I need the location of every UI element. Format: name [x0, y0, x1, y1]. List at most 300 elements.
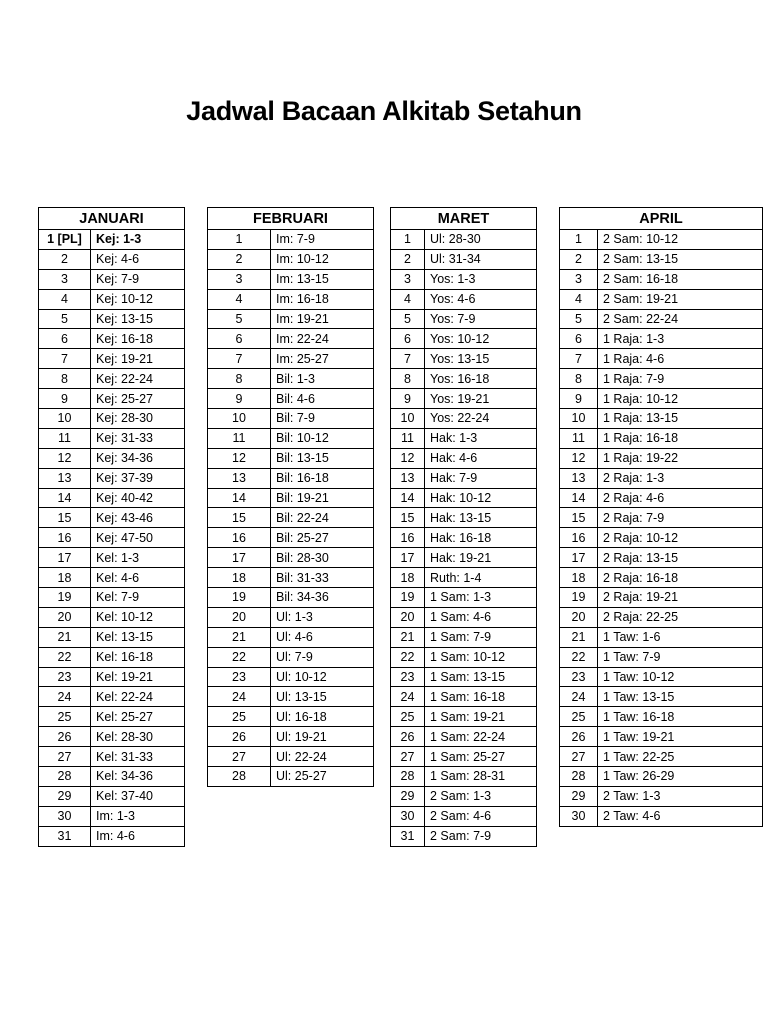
- reading-passage: Ul: 28-30: [425, 230, 537, 250]
- reading-passage: 1 Raja: 4-6: [598, 349, 763, 369]
- reading-passage: 1 Raja: 16-18: [598, 428, 763, 448]
- reading-passage: Kej: 1-3: [91, 230, 185, 250]
- table-row: [391, 747, 537, 767]
- reading-passage: Kej: 10-12: [91, 289, 185, 309]
- reading-passage: 1 Taw: 10-12: [598, 667, 763, 687]
- day-number: 23: [391, 667, 425, 687]
- day-number: 14: [391, 488, 425, 508]
- reading-passage: Hak: 4-6: [425, 448, 537, 468]
- day-number: 25: [560, 707, 598, 727]
- day-number: 24: [391, 687, 425, 707]
- reading-passage: 2 Raja: 1-3: [598, 468, 763, 488]
- table-row: [39, 707, 185, 727]
- table-row: [391, 727, 537, 747]
- reading-passage: Ruth: 1-4: [425, 568, 537, 588]
- day-number: 8: [208, 369, 271, 389]
- day-number: 3: [391, 269, 425, 289]
- day-number: 24: [208, 687, 271, 707]
- day-number: 13: [560, 468, 598, 488]
- table-row: [39, 786, 185, 806]
- table-row: [39, 369, 185, 389]
- day-number: 7: [560, 349, 598, 369]
- table-row: [39, 309, 185, 329]
- table-row: [560, 786, 763, 806]
- table-row: [391, 767, 537, 787]
- day-number: 14: [208, 488, 271, 508]
- reading-passage: Kej: 31-33: [91, 428, 185, 448]
- reading-passage: Yos: 22-24: [425, 409, 537, 429]
- reading-passage: 1 Sam: 25-27: [425, 747, 537, 767]
- day-number: 23: [39, 667, 91, 687]
- table-row: [391, 647, 537, 667]
- day-number: 23: [560, 667, 598, 687]
- table-row: [391, 607, 537, 627]
- reading-passage: Yos: 10-12: [425, 329, 537, 349]
- reading-passage: Ul: 13-15: [271, 687, 374, 707]
- day-number: 16: [39, 528, 91, 548]
- day-number: 3: [560, 269, 598, 289]
- day-number: 18: [560, 568, 598, 588]
- table-row: [560, 349, 763, 369]
- table-row: [208, 627, 374, 647]
- table-row: [560, 568, 763, 588]
- reading-passage: 2 Raja: 4-6: [598, 488, 763, 508]
- reading-passage: Im: 16-18: [271, 289, 374, 309]
- day-number: 6: [208, 329, 271, 349]
- day-number: 16: [560, 528, 598, 548]
- reading-passage: Ul: 19-21: [271, 727, 374, 747]
- day-number: 29: [560, 786, 598, 806]
- table-row: [560, 767, 763, 787]
- reading-passage: Im: 19-21: [271, 309, 374, 329]
- table-row: [39, 249, 185, 269]
- reading-passage: Bil: 31-33: [271, 568, 374, 588]
- table-row: [391, 568, 537, 588]
- reading-passage: 2 Taw: 1-3: [598, 786, 763, 806]
- table-row: [391, 230, 537, 250]
- day-number: 19: [560, 588, 598, 608]
- table-row: [391, 667, 537, 687]
- reading-passage: Im: 25-27: [271, 349, 374, 369]
- table-row: [208, 747, 374, 767]
- day-number: 31: [391, 826, 425, 846]
- table-row: [391, 707, 537, 727]
- table-row: [560, 647, 763, 667]
- table-row: [391, 488, 537, 508]
- day-number: 22: [391, 647, 425, 667]
- day-number: 13: [391, 468, 425, 488]
- table-row: [391, 826, 537, 846]
- reading-passage: 2 Raja: 16-18: [598, 568, 763, 588]
- table-row: [208, 568, 374, 588]
- table-row: [560, 508, 763, 528]
- table-row: [39, 329, 185, 349]
- table-row: [208, 548, 374, 568]
- reading-passage: Yos: 19-21: [425, 389, 537, 409]
- reading-passage: Bil: 13-15: [271, 448, 374, 468]
- table-row: [560, 269, 763, 289]
- reading-passage: Kej: 7-9: [91, 269, 185, 289]
- table-row: [39, 747, 185, 767]
- day-number: 3: [208, 269, 271, 289]
- reading-passage: Kej: 47-50: [91, 528, 185, 548]
- day-number: 15: [560, 508, 598, 528]
- reading-passage: Kej: 4-6: [91, 249, 185, 269]
- day-number: 18: [391, 568, 425, 588]
- reading-passage: 2 Sam: 13-15: [598, 249, 763, 269]
- reading-passage: 1 Sam: 19-21: [425, 707, 537, 727]
- reading-passage: 2 Sam: 22-24: [598, 309, 763, 329]
- day-number: 27: [208, 747, 271, 767]
- table-row: [560, 607, 763, 627]
- table-row: [391, 508, 537, 528]
- day-number: 1: [391, 230, 425, 250]
- day-number: 26: [391, 727, 425, 747]
- table-row: [39, 806, 185, 826]
- table-row: [39, 667, 185, 687]
- day-number: 17: [208, 548, 271, 568]
- day-number: 18: [208, 568, 271, 588]
- reading-passage: Yos: 7-9: [425, 309, 537, 329]
- reading-passage: Im: 22-24: [271, 329, 374, 349]
- day-number: 2: [560, 249, 598, 269]
- day-number: 4: [560, 289, 598, 309]
- reading-passage: 2 Taw: 4-6: [598, 806, 763, 826]
- day-number: 16: [391, 528, 425, 548]
- table-row: [391, 289, 537, 309]
- reading-passage: Kej: 22-24: [91, 369, 185, 389]
- day-number: 27: [391, 747, 425, 767]
- day-number: 9: [560, 389, 598, 409]
- table-row: [208, 249, 374, 269]
- reading-passage: Kej: 25-27: [91, 389, 185, 409]
- reading-passage: Bil: 28-30: [271, 548, 374, 568]
- reading-passage: 1 Sam: 10-12: [425, 647, 537, 667]
- reading-passage: 1 Taw: 7-9: [598, 647, 763, 667]
- reading-passage: 1 Taw: 19-21: [598, 727, 763, 747]
- reading-passage: Ul: 31-34: [425, 249, 537, 269]
- table-row: [560, 309, 763, 329]
- reading-passage: Kel: 34-36: [91, 767, 185, 787]
- day-number: 9: [39, 389, 91, 409]
- table-row: [560, 806, 763, 826]
- reading-passage: 2 Sam: 19-21: [598, 289, 763, 309]
- day-number: 12: [560, 448, 598, 468]
- table-row: [208, 428, 374, 448]
- reading-passage: Ul: 10-12: [271, 667, 374, 687]
- reading-passage: 2 Sam: 4-6: [425, 806, 537, 826]
- table-row: [39, 627, 185, 647]
- reading-passage: Kel: 22-24: [91, 687, 185, 707]
- day-number: 2: [391, 249, 425, 269]
- day-number: 17: [391, 548, 425, 568]
- reading-passage: Kel: 7-9: [91, 588, 185, 608]
- table-row: [560, 488, 763, 508]
- reading-passage: Im: 10-12: [271, 249, 374, 269]
- table-row: [560, 747, 763, 767]
- reading-passage: Hak: 19-21: [425, 548, 537, 568]
- reading-passage: Bil: 10-12: [271, 428, 374, 448]
- day-number: 14: [560, 488, 598, 508]
- table-row: [560, 707, 763, 727]
- day-number: 17: [39, 548, 91, 568]
- reading-passage: 2 Raja: 7-9: [598, 508, 763, 528]
- day-number: 26: [560, 727, 598, 747]
- table-row: [208, 528, 374, 548]
- day-number: 1 [PL]: [39, 230, 91, 250]
- table-row: [391, 806, 537, 826]
- table-row: [391, 409, 537, 429]
- table-row: [39, 409, 185, 429]
- table-row: [560, 548, 763, 568]
- table-row: [39, 448, 185, 468]
- day-number: 8: [560, 369, 598, 389]
- month-table-maret: [390, 207, 537, 847]
- reading-passage: Kel: 25-27: [91, 707, 185, 727]
- day-number: 15: [39, 508, 91, 528]
- table-row: [391, 448, 537, 468]
- table-row: [208, 707, 374, 727]
- day-number: 4: [391, 289, 425, 309]
- day-number: 5: [39, 309, 91, 329]
- table-row: [39, 607, 185, 627]
- table-row: [39, 488, 185, 508]
- table-row: [391, 468, 537, 488]
- table-row: [39, 230, 185, 250]
- table-row: [208, 230, 374, 250]
- reading-passage: Kej: 28-30: [91, 409, 185, 429]
- table-row: [560, 428, 763, 448]
- day-number: 30: [39, 806, 91, 826]
- month-header: FEBRUARI: [208, 208, 374, 230]
- reading-passage: 1 Sam: 16-18: [425, 687, 537, 707]
- day-number: 15: [208, 508, 271, 528]
- table-row: [391, 528, 537, 548]
- day-number: 21: [208, 627, 271, 647]
- day-number: 3: [39, 269, 91, 289]
- table-row: [39, 468, 185, 488]
- day-number: 22: [39, 647, 91, 667]
- reading-passage: Kej: 16-18: [91, 329, 185, 349]
- day-number: 10: [560, 409, 598, 429]
- reading-passage: Yos: 1-3: [425, 269, 537, 289]
- reading-passage: Hak: 10-12: [425, 488, 537, 508]
- reading-passage: Kel: 4-6: [91, 568, 185, 588]
- reading-passage: Ul: 4-6: [271, 627, 374, 647]
- day-number: 29: [39, 786, 91, 806]
- day-number: 22: [208, 647, 271, 667]
- reading-passage: Yos: 16-18: [425, 369, 537, 389]
- table-row: [39, 687, 185, 707]
- day-number: 1: [208, 230, 271, 250]
- reading-passage: Ul: 1-3: [271, 607, 374, 627]
- day-number: 30: [391, 806, 425, 826]
- reading-passage: Bil: 4-6: [271, 389, 374, 409]
- day-number: 5: [391, 309, 425, 329]
- table-row: [208, 309, 374, 329]
- reading-passage: 1 Sam: 1-3: [425, 588, 537, 608]
- table-row: [560, 249, 763, 269]
- reading-passage: 2 Raja: 19-21: [598, 588, 763, 608]
- table-row: [39, 428, 185, 448]
- reading-passage: 1 Taw: 26-29: [598, 767, 763, 787]
- table-row: [208, 349, 374, 369]
- day-number: 8: [391, 369, 425, 389]
- day-number: 12: [391, 448, 425, 468]
- day-number: 11: [391, 428, 425, 448]
- day-number: 5: [208, 309, 271, 329]
- reading-passage: Hak: 16-18: [425, 528, 537, 548]
- day-number: 28: [208, 767, 271, 787]
- day-number: 22: [560, 647, 598, 667]
- day-number: 20: [560, 607, 598, 627]
- reading-passage: Im: 1-3: [91, 806, 185, 826]
- table-row: [208, 329, 374, 349]
- day-number: 14: [39, 488, 91, 508]
- month-table-april: [559, 207, 763, 827]
- reading-passage: Kej: 40-42: [91, 488, 185, 508]
- table-row: [560, 329, 763, 349]
- day-number: 30: [560, 806, 598, 826]
- reading-passage: 1 Raja: 13-15: [598, 409, 763, 429]
- reading-passage: 2 Sam: 1-3: [425, 786, 537, 806]
- reading-passage: 1 Sam: 28-31: [425, 767, 537, 787]
- table-row: [39, 528, 185, 548]
- day-number: 11: [39, 428, 91, 448]
- table-row: [39, 548, 185, 568]
- day-number: 18: [39, 568, 91, 588]
- reading-passage: Ul: 25-27: [271, 767, 374, 787]
- day-number: 19: [39, 588, 91, 608]
- reading-passage: Bil: 25-27: [271, 528, 374, 548]
- day-number: 20: [39, 607, 91, 627]
- table-row: [208, 369, 374, 389]
- table-row: [391, 687, 537, 707]
- day-number: 10: [208, 409, 271, 429]
- day-number: 29: [391, 786, 425, 806]
- reading-passage: Yos: 13-15: [425, 349, 537, 369]
- month-header: MARET: [391, 208, 537, 230]
- reading-passage: Hak: 13-15: [425, 508, 537, 528]
- day-number: 25: [391, 707, 425, 727]
- table-row: [39, 269, 185, 289]
- table-row: [560, 389, 763, 409]
- day-number: 25: [39, 707, 91, 727]
- table-row: [391, 329, 537, 349]
- day-number: 4: [208, 289, 271, 309]
- reading-passage: Kel: 1-3: [91, 548, 185, 568]
- reading-passage: 1 Raja: 7-9: [598, 369, 763, 389]
- table-row: [208, 667, 374, 687]
- day-number: 2: [208, 249, 271, 269]
- reading-passage: 1 Raja: 10-12: [598, 389, 763, 409]
- day-number: 7: [208, 349, 271, 369]
- table-row: [39, 349, 185, 369]
- table-row: [208, 647, 374, 667]
- reading-passage: 1 Raja: 19-22: [598, 448, 763, 468]
- day-number: 7: [391, 349, 425, 369]
- reading-passage: 1 Sam: 13-15: [425, 667, 537, 687]
- day-number: 13: [208, 468, 271, 488]
- reading-passage: Kel: 10-12: [91, 607, 185, 627]
- table-row: [391, 588, 537, 608]
- table-row: [39, 508, 185, 528]
- table-row: [560, 230, 763, 250]
- day-number: 21: [560, 627, 598, 647]
- table-row: [39, 289, 185, 309]
- reading-passage: 1 Sam: 7-9: [425, 627, 537, 647]
- table-row: [560, 667, 763, 687]
- day-number: 21: [391, 627, 425, 647]
- table-row: [391, 548, 537, 568]
- reading-passage: Bil: 22-24: [271, 508, 374, 528]
- day-number: 10: [39, 409, 91, 429]
- reading-passage: Hak: 7-9: [425, 468, 537, 488]
- reading-passage: Bil: 19-21: [271, 488, 374, 508]
- reading-passage: Ul: 22-24: [271, 747, 374, 767]
- day-number: 7: [39, 349, 91, 369]
- table-row: [560, 409, 763, 429]
- reading-passage: 2 Sam: 16-18: [598, 269, 763, 289]
- reading-passage: 1 Taw: 13-15: [598, 687, 763, 707]
- reading-passage: Bil: 1-3: [271, 369, 374, 389]
- table-row: [391, 269, 537, 289]
- day-number: 21: [39, 627, 91, 647]
- table-row: [208, 269, 374, 289]
- reading-passage: 1 Taw: 1-6: [598, 627, 763, 647]
- table-row: [560, 289, 763, 309]
- day-number: 26: [208, 727, 271, 747]
- table-row: [208, 687, 374, 707]
- day-number: 11: [208, 428, 271, 448]
- reading-passage: 2 Sam: 7-9: [425, 826, 537, 846]
- table-row: [391, 249, 537, 269]
- day-number: 12: [39, 448, 91, 468]
- reading-passage: 2 Sam: 10-12: [598, 230, 763, 250]
- table-row: [208, 289, 374, 309]
- day-number: 15: [391, 508, 425, 528]
- reading-passage: Kel: 31-33: [91, 747, 185, 767]
- table-row: [208, 588, 374, 608]
- reading-passage: Bil: 34-36: [271, 588, 374, 608]
- reading-passage: Kel: 19-21: [91, 667, 185, 687]
- reading-passage: Kej: 13-15: [91, 309, 185, 329]
- day-number: 28: [391, 767, 425, 787]
- reading-passage: 1 Sam: 4-6: [425, 607, 537, 627]
- day-number: 12: [208, 448, 271, 468]
- table-row: [560, 627, 763, 647]
- month-header: JANUARI: [39, 208, 185, 230]
- day-number: 6: [391, 329, 425, 349]
- day-number: 19: [391, 588, 425, 608]
- table-row: [39, 568, 185, 588]
- table-row: [39, 727, 185, 747]
- day-number: 8: [39, 369, 91, 389]
- day-number: 24: [560, 687, 598, 707]
- day-number: 27: [39, 747, 91, 767]
- table-row: [39, 588, 185, 608]
- day-number: 20: [208, 607, 271, 627]
- table-row: [208, 389, 374, 409]
- table-row: [391, 389, 537, 409]
- reading-passage: Kej: 34-36: [91, 448, 185, 468]
- table-row: [560, 448, 763, 468]
- table-row: [391, 369, 537, 389]
- table-row: [391, 627, 537, 647]
- day-number: 4: [39, 289, 91, 309]
- table-row: [39, 826, 185, 846]
- reading-passage: Bil: 7-9: [271, 409, 374, 429]
